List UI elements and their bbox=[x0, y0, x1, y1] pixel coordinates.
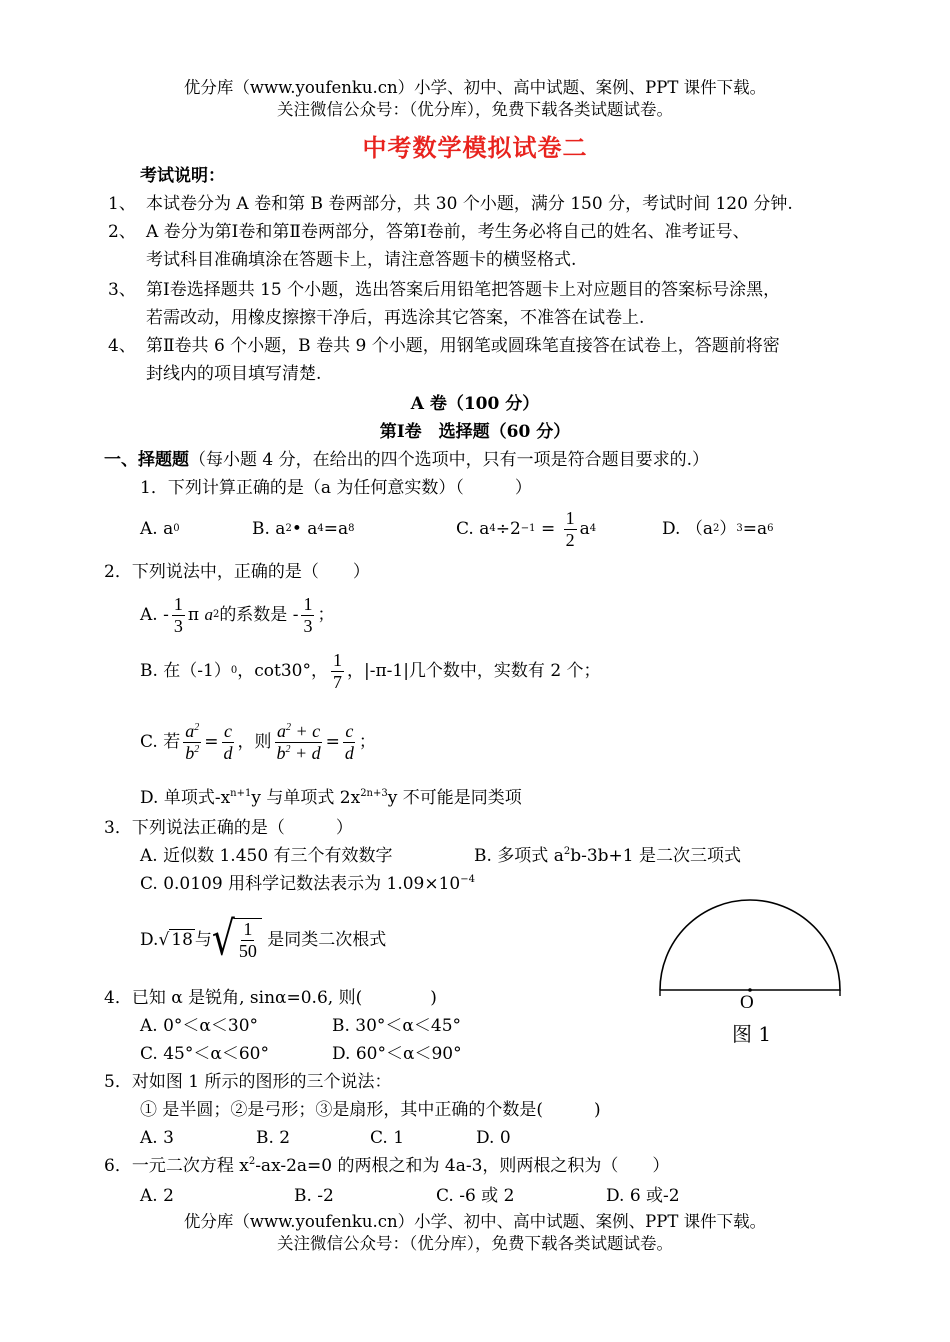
section-a-heading: A 卷（100 分） bbox=[410, 394, 540, 414]
q4-option-c: C. 45°＜α＜60° bbox=[140, 1044, 269, 1064]
q1-option-c: C. a 4 ÷2 −1 = $\frac{1}{2}$ a 4 bbox=[456, 507, 597, 550]
figure-1-caption: 图 1 bbox=[732, 1022, 772, 1046]
q4-stem: 4．已知 α 是锐角, sinα=0.6, 则( ) bbox=[104, 988, 437, 1008]
instruction-3-line-2: 若需改动，用橡皮擦擦干净后，再选涂其它答案，不准答在试卷上. bbox=[146, 308, 645, 328]
q6-option-b: B. -2 bbox=[294, 1186, 334, 1206]
q3-option-c: C. 0.0109 用科学记数法表示为 $1.09\times 10^{-4}$ bbox=[140, 874, 475, 894]
figure-1-semicircle bbox=[650, 890, 850, 1000]
instruction-1-line-1: 本试卷分为 A 卷和第 B 卷两部分，共 30 个小题，满分 150 分，考试时间 120 分钟. bbox=[146, 194, 793, 214]
header-line-2: 关注微信公众号：（优分库），免费下载各类试题试卷。 bbox=[277, 100, 673, 119]
header-line-1: 优分库（www.youfenku.cn）小学、初中、高中试题、案例、PPT 课件下载。 bbox=[183, 78, 767, 97]
q1-option-a: A. a 0 bbox=[140, 518, 180, 539]
instruction-2-line-1: A 卷分为第Ⅰ卷和第Ⅱ卷两部分，答第Ⅰ卷前，考生务必将自己的姓名、准考证号、 bbox=[146, 222, 750, 242]
q3-option-d: D. √ 18 与 √ $\frac{1}{50}$ 是同类二次根式 bbox=[140, 912, 387, 966]
q3-option-a: A. 近似数 1.450 有三个有效数字 bbox=[140, 846, 393, 866]
q5-line-2: ① 是半圆；②是弓形；③是扇形，其中正确的个数是( ) bbox=[140, 1100, 601, 1120]
q6-option-c: C. -6 或 2 bbox=[436, 1186, 515, 1206]
instruction-4-line-1: 第Ⅱ卷共 6 个小题，B 卷共 9 个小题，用钢笔或圆珠笔直接答在试卷上，答题前将密 bbox=[146, 336, 780, 356]
instruction-2-num: 2、 bbox=[108, 222, 136, 242]
instruction-4-line-2: 封线内的项目填写清楚. bbox=[146, 364, 322, 384]
part-1-heading: 第Ⅰ卷 选择题（60 分） bbox=[379, 422, 571, 442]
instruction-4-num: 4、 bbox=[108, 336, 136, 356]
q5-stem: 5．对如图 1 所示的图形的三个说法： bbox=[104, 1072, 392, 1092]
q2-option-a: A. - $\frac{1}{3}$ π a 2 的系数是 - $\frac{1}{3}$ ； bbox=[140, 593, 335, 636]
footer-line-1: 优分库（www.youfenku.cn）小学、初中、高中试题、案例、PPT 课件下载。 bbox=[183, 1212, 767, 1231]
footer-line-2: 关注微信公众号：（优分库），免费下载各类试题试卷。 bbox=[277, 1234, 673, 1253]
q2-option-b: B. 在（-1） 0 ，cot30°， $\frac{1}{7}$ ，|-π-1|几个数中，实数有 2 个； bbox=[140, 649, 601, 692]
q5-option-a: A. 3 bbox=[140, 1128, 174, 1148]
q1-option-b: B. a 2 • a 4 =a 8 bbox=[252, 518, 355, 539]
q5-option-b: B. 2 bbox=[256, 1128, 291, 1148]
q2-option-c: C. 若 $\frac{a^2}{b^2}$ = $\frac{c}{d}$ ，则 $\frac{a^2 + c}{b^2 + d}$ = $\frac{c}{d}$ ； bbox=[140, 720, 376, 763]
sqrt-18: √ 18 bbox=[158, 929, 193, 950]
sqrt-1-over-50: √ $\frac{1}{50}$ bbox=[212, 918, 262, 961]
q2-stem: 2．下列说法中，正确的是（ ） bbox=[104, 562, 370, 582]
q5-option-d: D. 0 bbox=[476, 1128, 511, 1148]
section-1-heading bbox=[104, 450, 709, 470]
q4-option-d: D. 60°＜α＜90° bbox=[332, 1044, 462, 1064]
q4-option-b: B. 30°＜α＜45° bbox=[332, 1016, 462, 1036]
instruction-3-num: 3、 bbox=[108, 280, 136, 300]
q6-option-a: A. 2 bbox=[140, 1186, 174, 1206]
q6-option-d: D. 6 或-2 bbox=[606, 1186, 680, 1206]
q2-option-d: D. 单项式$-x^{n+1}y$ 与单项式 $2x^{2n+3}y$ 不可能是同类项 bbox=[140, 788, 522, 808]
figure-1-center-label: O bbox=[740, 992, 754, 1013]
q1-c-fraction: $\frac{1}{2}$ bbox=[565, 507, 575, 550]
q3-option-b: B. 多项式 $a^2b-3b+1$ 是二次三项式 bbox=[474, 846, 742, 866]
q1-option-d: D. （a 2 ） 3 =a 6 bbox=[662, 518, 774, 539]
section-1-note: （每小题 4 分，在给出的四个选项中，只有一项是符合题目要求的.） bbox=[189, 450, 710, 470]
instruction-1-num: 1、 bbox=[108, 194, 136, 214]
instruction-2-line-2: 考试科目准确填涂在答题卡上，请注意答题卡的横竖格式. bbox=[146, 250, 577, 270]
instructions-heading: 考试说明： bbox=[140, 166, 225, 186]
section-1-label: 一、择题题 bbox=[104, 450, 189, 470]
q5-option-c: C. 1 bbox=[370, 1128, 405, 1148]
q4-option-a: A. 0°＜α＜30° bbox=[140, 1016, 259, 1036]
instruction-3-line-1: 第Ⅰ卷选择题共 15 个小题，选出答案后用铅笔把答题卡上对应题目的答案标号涂黑， bbox=[146, 280, 781, 300]
page-title: 中考数学模拟试卷二 bbox=[362, 133, 588, 162]
q1-stem: 1．下列计算正确的是（a 为任何意实数）（ ） bbox=[140, 478, 532, 498]
q6-stem: 6．一元二次方程 $x^2-ax-2a=0$ 的两根之和为 4a-3，则两根之积为（ ） bbox=[104, 1156, 670, 1176]
q3-stem: 3．下列说法正确的是（ ） bbox=[104, 818, 353, 838]
